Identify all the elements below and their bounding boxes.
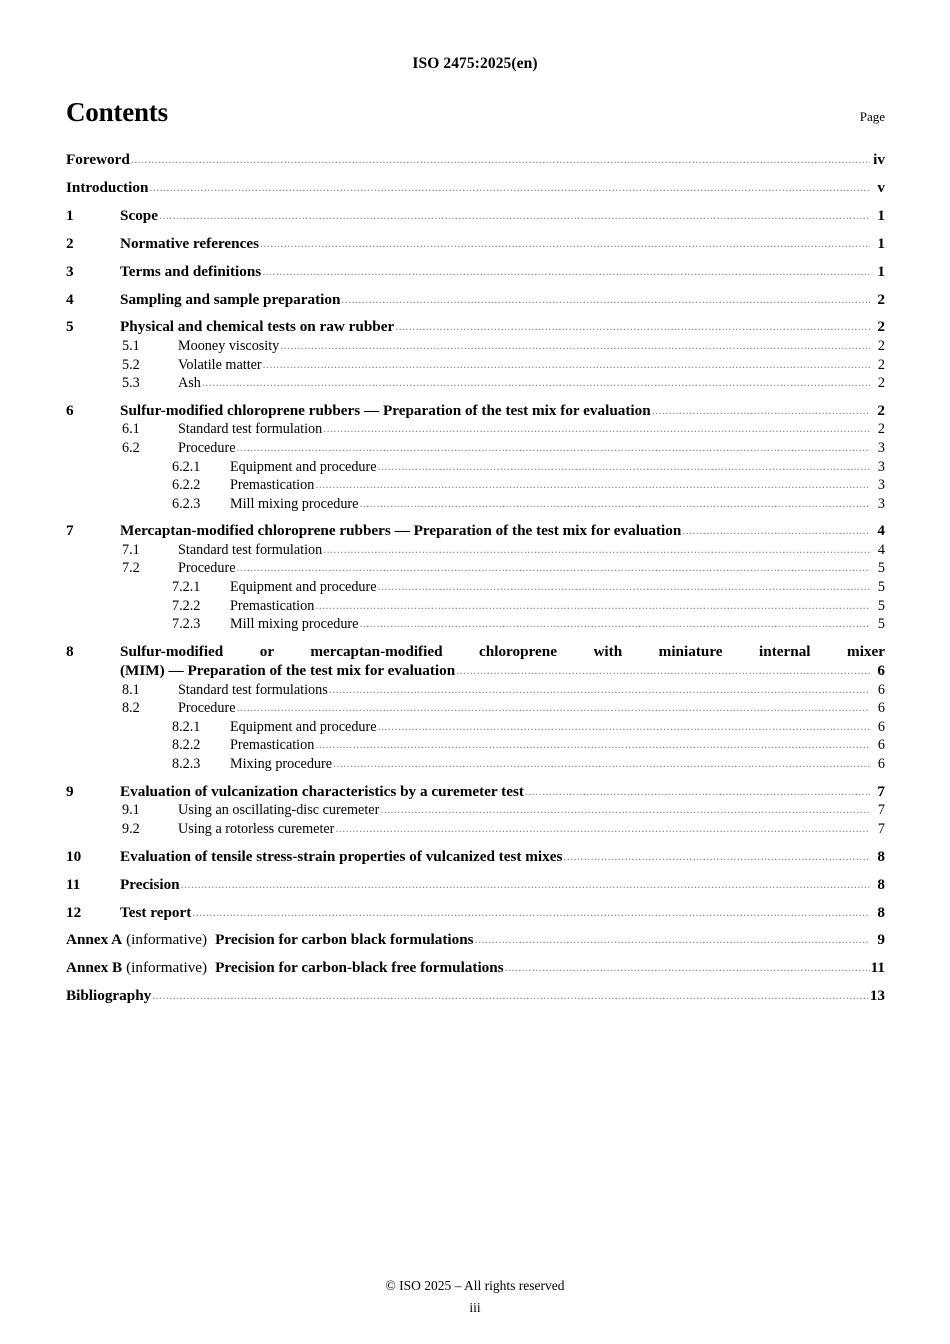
dot-leader bbox=[456, 664, 870, 677]
dot-leader bbox=[149, 181, 870, 194]
toc-entry-number: 5.3 bbox=[122, 375, 140, 392]
dot-leader bbox=[323, 543, 870, 556]
running-header: ISO 2475:2025(en) bbox=[412, 55, 538, 72]
toc-entry-number: 6.2.1 bbox=[172, 458, 201, 475]
dot-leader bbox=[341, 293, 870, 306]
toc-entry-title: Premastication bbox=[230, 477, 315, 494]
toc-page-number: 1 bbox=[877, 206, 885, 224]
toc-page-number: 6 bbox=[877, 755, 885, 772]
toc-entry-title: Using an oscillating-disc curemeter bbox=[178, 802, 380, 819]
toc-page-number: 2 bbox=[877, 338, 885, 355]
toc-entry-title: Evaluation of vulcanization characteristics by a curemeter test bbox=[120, 782, 524, 800]
toc-page-number: iv bbox=[873, 151, 885, 168]
toc-entry-8.2.2[interactable] bbox=[66, 738, 885, 753]
dot-leader bbox=[315, 738, 870, 751]
toc-entry-5.1[interactable] bbox=[66, 339, 885, 354]
toc-entry-5.2[interactable] bbox=[66, 358, 885, 373]
toc-entry-number: 11 bbox=[66, 875, 81, 893]
toc-entry-number: 5 bbox=[66, 318, 74, 336]
toc-entry-title-line-2: (MIM) — Preparation of the test mix for evaluation bbox=[120, 662, 456, 680]
toc-annex-annex-a[interactable] bbox=[66, 932, 885, 948]
toc-page-number: 11 bbox=[870, 959, 885, 977]
toc-entry-number: 7.2.1 bbox=[172, 579, 201, 595]
toc-entry-6.2.1[interactable] bbox=[66, 460, 885, 475]
toc-page-number: v bbox=[877, 178, 885, 196]
toc-entry-number: 1 bbox=[66, 206, 74, 224]
toc-page-number: 5 bbox=[877, 616, 885, 633]
toc-entry-number: 7.2.2 bbox=[172, 597, 201, 614]
dot-leader bbox=[380, 803, 870, 816]
toc-entry-title-line-2-row bbox=[120, 663, 885, 679]
toc-entry-number: 9 bbox=[66, 782, 74, 800]
dot-leader bbox=[237, 701, 870, 714]
annex-label: Annex B bbox=[66, 959, 123, 977]
toc-entry-number: 10 bbox=[66, 847, 82, 865]
toc-entry-title: Normative references bbox=[120, 234, 260, 252]
toc-page-number: 3 bbox=[877, 477, 885, 494]
dot-leader bbox=[202, 376, 870, 389]
toc-page-number: 13 bbox=[869, 987, 885, 1005]
toc-entry-bibliography[interactable] bbox=[66, 988, 885, 1004]
toc-entry-title: Sampling and sample preparation bbox=[120, 290, 341, 308]
toc-entry-title: Equipment and procedure bbox=[230, 458, 377, 475]
toc-entry-title: Ash bbox=[178, 375, 201, 392]
toc-entry-title: Bibliography bbox=[66, 987, 152, 1005]
toc-entry-title: Standard test formulation bbox=[178, 421, 323, 438]
toc-entry-number: 5.1 bbox=[122, 338, 140, 355]
page-title: Contents bbox=[66, 97, 168, 127]
toc-entry-10[interactable] bbox=[66, 849, 885, 865]
toc-entry-title: Mooney viscosity bbox=[178, 338, 280, 355]
toc-entry-title: Procedure bbox=[178, 700, 236, 717]
toc-entry-title: Procedure bbox=[178, 440, 236, 456]
toc-page-number: 4 bbox=[877, 541, 885, 558]
toc-entry-title: Procedure bbox=[178, 560, 236, 577]
toc-entry-title: Sulfur-modified chloroprene rubbers — Preparation of the test mix for evaluation bbox=[120, 401, 651, 419]
toc-entry-9[interactable] bbox=[66, 784, 885, 800]
toc-entry-7.1[interactable] bbox=[66, 543, 885, 558]
toc-entry-title: Equipment and procedure bbox=[230, 718, 377, 735]
toc-page-number: 4 bbox=[877, 522, 885, 540]
page-column-label: Page bbox=[859, 109, 885, 124]
toc-entry-7.2.2[interactable] bbox=[66, 599, 885, 614]
toc-entry-9.2[interactable] bbox=[66, 822, 885, 837]
toc-entry-number: 7.2 bbox=[122, 560, 140, 577]
dot-leader bbox=[378, 460, 870, 473]
dot-leader bbox=[682, 524, 870, 537]
dot-leader bbox=[475, 933, 870, 946]
page-folio: iii bbox=[469, 1300, 481, 1315]
toc-entry-title: Mercaptan-modified chloroprene rubbers — Preparation of the test mix for evaluation bbox=[120, 522, 682, 540]
dot-leader bbox=[192, 906, 870, 919]
toc-entry-5[interactable] bbox=[66, 319, 885, 335]
dot-leader bbox=[378, 720, 870, 733]
toc-page-number: 5 bbox=[877, 579, 885, 595]
dot-leader bbox=[333, 757, 870, 770]
toc-entry-title: Mill mixing procedure bbox=[230, 495, 359, 512]
toc-entry-number: 8.2.1 bbox=[172, 718, 201, 735]
toc-entry-foreword[interactable] bbox=[66, 152, 885, 168]
toc-page-number: 8 bbox=[877, 875, 885, 893]
toc-entry-title: Premastication bbox=[230, 737, 315, 754]
dot-leader bbox=[131, 153, 870, 166]
toc-page-number: 6 bbox=[877, 718, 885, 735]
toc-entry-number: 7.2.3 bbox=[172, 616, 201, 633]
dot-leader bbox=[260, 237, 870, 250]
toc-entry-7.2.1[interactable] bbox=[66, 580, 885, 595]
toc-page-number: 8 bbox=[877, 847, 885, 865]
toc-entry-number: 6.1 bbox=[122, 421, 140, 438]
toc-page-number: 6 bbox=[877, 662, 885, 680]
toc-page-number: 6 bbox=[877, 681, 885, 698]
dot-leader bbox=[237, 441, 870, 454]
dot-leader bbox=[505, 961, 870, 974]
toc-entry-number: 9.2 bbox=[122, 820, 140, 837]
toc-entry-4[interactable] bbox=[66, 292, 885, 308]
toc-entry-12[interactable] bbox=[66, 905, 885, 921]
dot-leader bbox=[315, 478, 870, 491]
toc-entry-title: Foreword bbox=[66, 151, 130, 168]
toc-page-number: 3 bbox=[877, 495, 885, 512]
toc-entry-title: Premastication bbox=[230, 597, 315, 614]
toc-page-number: 2 bbox=[877, 401, 885, 419]
toc-entry-number: 8.1 bbox=[122, 681, 140, 698]
dot-leader bbox=[152, 989, 869, 1002]
toc-entry-8.2.3[interactable] bbox=[66, 757, 885, 772]
toc-page-number: 2 bbox=[877, 318, 885, 336]
toc-entry-1[interactable] bbox=[66, 208, 885, 224]
annex-kind: (informative) bbox=[126, 959, 208, 977]
toc-entry-3[interactable] bbox=[66, 264, 885, 280]
dot-leader bbox=[181, 878, 870, 891]
toc-page-number: 2 bbox=[877, 421, 885, 438]
dot-leader bbox=[237, 561, 870, 574]
toc-entry-title: Evaluation of tensile stress-strain properties of vulcanized test mixes bbox=[120, 847, 563, 865]
annex-title: Precision for carbon-black free formulations bbox=[215, 959, 504, 977]
toc-entry-number: 5.2 bbox=[122, 356, 140, 373]
toc-page-number: 6 bbox=[877, 700, 885, 717]
toc-entry-11[interactable] bbox=[66, 877, 885, 893]
toc-entry-7.2.3[interactable] bbox=[66, 617, 885, 632]
toc-entry-number: 6.2.2 bbox=[172, 477, 201, 494]
table-of-contents bbox=[66, 152, 885, 1005]
toc-entry-number: 3 bbox=[66, 262, 74, 280]
toc-entry-title: Physical and chemical tests on raw rubber bbox=[120, 318, 395, 336]
toc-entry-9.1[interactable] bbox=[66, 803, 885, 818]
toc-page-number: 2 bbox=[877, 356, 885, 373]
toc-entry-number: 2 bbox=[66, 234, 74, 252]
dot-leader bbox=[159, 209, 870, 222]
toc-entry-6.2[interactable] bbox=[66, 441, 885, 456]
toc-page-number: 5 bbox=[877, 560, 885, 577]
toc-page-number: 1 bbox=[877, 262, 885, 280]
annex-label: Annex A bbox=[66, 931, 123, 949]
toc-entry-7[interactable] bbox=[66, 523, 885, 539]
toc-page-number: 7 bbox=[877, 802, 885, 819]
toc-entry-number: 6 bbox=[66, 401, 74, 419]
annex-heading bbox=[66, 960, 504, 976]
toc-entry-title: Scope bbox=[120, 206, 158, 224]
dot-leader bbox=[323, 422, 870, 435]
toc-page-number: 8 bbox=[877, 903, 885, 921]
toc-entry-6.1[interactable] bbox=[66, 422, 885, 437]
toc-entry-title: Terms and definitions bbox=[120, 262, 262, 280]
toc-entry-7.2[interactable] bbox=[66, 561, 885, 576]
toc-entry-6[interactable] bbox=[66, 403, 885, 419]
toc-entry-title: Equipment and procedure bbox=[230, 579, 377, 595]
dot-leader bbox=[280, 339, 870, 352]
toc-entry-number: 8 bbox=[66, 642, 74, 660]
toc-entry-2[interactable] bbox=[66, 236, 885, 252]
toc-entry-introduction[interactable] bbox=[66, 180, 885, 196]
toc-entry-title: Mill mixing procedure bbox=[230, 616, 359, 633]
toc-entry-number: 7.1 bbox=[122, 541, 140, 558]
dot-leader bbox=[359, 617, 870, 630]
toc-page-number: 3 bbox=[877, 440, 885, 456]
toc-page-number: 1 bbox=[877, 234, 885, 252]
toc-entry-number: 8.2.2 bbox=[172, 737, 201, 754]
toc-page-number: 6 bbox=[877, 737, 885, 754]
dot-leader bbox=[525, 785, 870, 798]
dot-leader bbox=[378, 580, 870, 593]
toc-entry-8.2.1[interactable] bbox=[66, 720, 885, 735]
toc-page-number: 2 bbox=[877, 375, 885, 392]
toc-page-number: 5 bbox=[877, 597, 885, 614]
toc-page-number: 9 bbox=[877, 931, 885, 949]
dot-leader bbox=[395, 320, 870, 333]
dot-leader bbox=[263, 358, 870, 371]
toc-page-number: 2 bbox=[877, 290, 885, 308]
toc-entry-title: Using a rotorless curemeter bbox=[178, 820, 335, 837]
toc-page-number: 7 bbox=[877, 820, 885, 837]
annex-heading bbox=[66, 932, 474, 948]
dot-leader bbox=[563, 850, 870, 863]
toc-entry-6.2.3[interactable] bbox=[66, 497, 885, 512]
toc-entry-number: 9.1 bbox=[122, 802, 140, 819]
dot-leader bbox=[652, 404, 870, 417]
toc-entry-title: Test report bbox=[120, 903, 192, 921]
toc-entry-title: Precision bbox=[120, 875, 180, 893]
dot-leader bbox=[329, 683, 870, 696]
toc-entry-number: 6.2 bbox=[122, 440, 140, 456]
annex-title: Precision for carbon black formulations bbox=[215, 931, 474, 949]
dot-leader bbox=[359, 497, 870, 510]
contents-header-row bbox=[66, 99, 885, 126]
toc-entry-title: Standard test formulations bbox=[178, 681, 328, 698]
toc-entry-6.2.2[interactable] bbox=[66, 478, 885, 493]
dot-leader bbox=[335, 822, 870, 835]
toc-entry-8.1[interactable] bbox=[66, 683, 885, 698]
toc-entry-8[interactable] bbox=[66, 644, 939, 680]
toc-entry-number: 8.2.3 bbox=[172, 755, 201, 772]
toc-entry-title: Volatile matter bbox=[178, 356, 262, 373]
toc-annex-annex-b[interactable] bbox=[66, 960, 885, 976]
toc-entry-title: Introduction bbox=[66, 178, 149, 196]
copyright-notice: © ISO 2025 – All rights reserved bbox=[385, 1278, 565, 1293]
toc-entry-title-line-1: Sulfur-modified or mercaptan-modified chloroprene with miniature internal mixer bbox=[120, 642, 885, 660]
toc-page-number: 7 bbox=[877, 782, 885, 800]
annex-kind: (informative) bbox=[126, 931, 208, 949]
dot-leader bbox=[315, 599, 870, 612]
toc-entry-number: 12 bbox=[66, 903, 82, 921]
toc-entry-number: 8.2 bbox=[122, 700, 140, 717]
dot-leader bbox=[262, 265, 870, 278]
toc-entry-5.3[interactable] bbox=[66, 376, 885, 391]
toc-entry-8.2[interactable] bbox=[66, 701, 885, 716]
toc-entry-number: 7 bbox=[66, 522, 74, 540]
toc-entry-number: 6.2.3 bbox=[172, 495, 201, 512]
toc-entry-title: Mixing procedure bbox=[230, 755, 333, 772]
toc-page-number: 3 bbox=[877, 458, 885, 475]
toc-entry-title: Standard test formulation bbox=[178, 541, 323, 558]
toc-entry-number: 4 bbox=[66, 290, 74, 308]
